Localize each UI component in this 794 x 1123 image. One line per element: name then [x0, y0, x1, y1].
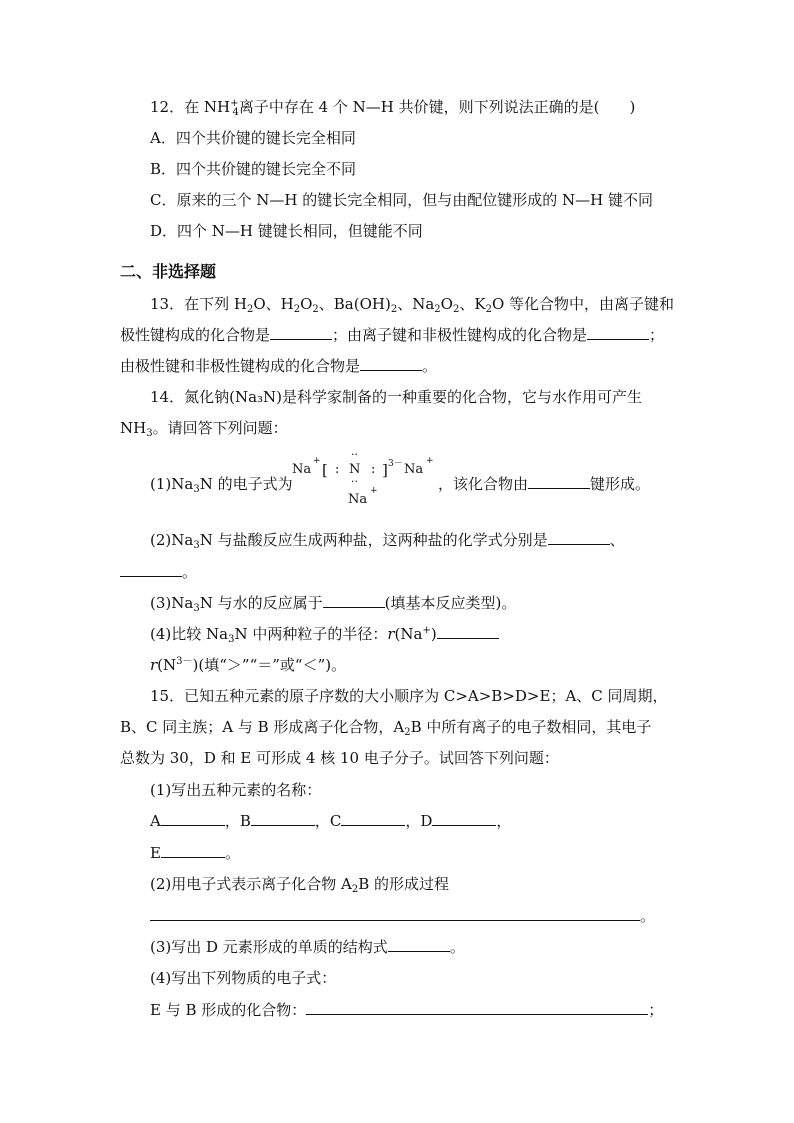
q15-part-2-answer: 。: [150, 906, 655, 926]
q15-blank-b[interactable]: [251, 811, 315, 826]
q15-part-1-names: A ，B ，C ，D ，: [150, 812, 512, 830]
dots-top: ··: [351, 448, 358, 461]
na-right-charge: +: [426, 456, 434, 466]
q13-line-2: 极性键构成的化合物是 ；由离子键和非极性键构成的化合物是 ；: [120, 326, 665, 344]
q13-line-3: 由极性键和非极性键构成的化合物是 。: [120, 357, 438, 375]
q14-part-1-a: $(1)Na_3N$ 的电子式为: [150, 475, 293, 495]
q14-blank-compare[interactable]: [437, 624, 499, 639]
q14-line-1: 14．氮化钠(Na₃N)是科学家制备的一种重要的化合物，它与水作用可产生: [150, 388, 643, 406]
q15-part-4: (4)写出下列物质的电子式：: [150, 969, 337, 987]
section-heading: 二、非选择题: [120, 262, 217, 281]
q15-line-1: 15．已知五种元素的原子序数的大小顺序为 C>A>B>D>E；A、C 同周期，: [150, 687, 668, 705]
bracket-close: ]: [382, 461, 388, 479]
na-left-charge: +: [313, 456, 321, 466]
q12-stem: 12．在 $NH^+_4$离子中存在 4 个 N—H 共价键，则下列说法正确的是( ): [150, 98, 636, 118]
q15-line-3: 总数为 30，D 和 E 可形成 4 核 10 电子分子。试回答下列问题：: [120, 749, 559, 767]
na-bottom: Na: [348, 492, 368, 507]
q15-blank-c[interactable]: [341, 811, 405, 826]
q15-part-1: (1)写出五种元素的名称：: [150, 781, 322, 799]
q14-line-2: $NH_3$。请回答下列问题：: [120, 419, 288, 439]
na-left: Na: [292, 462, 312, 477]
q14-part-2: $(2)Na_3N$ 与盐酸反应生成两种盐，这两种盐的化学式分别是 、: [150, 531, 625, 551]
colon-right: :: [371, 462, 376, 477]
anion-charge: 3－: [388, 459, 403, 469]
q13-line-1: 13．在下列 $H_2O$、$H_2O_2$、$Ba(OH)_2$、$Na_2O_2$、$K_2O$ 等化合物中，由离子键和: [150, 295, 675, 315]
na-right: Na: [404, 462, 424, 477]
q14-part-1-b: ，该化合物由 键形成。: [438, 475, 651, 493]
n-symbol: N: [349, 462, 361, 477]
colon-left: :: [335, 462, 340, 477]
q15-part-2: (2)用电子式表示离子化合物 $A_2B$ 的形成过程: [150, 875, 450, 895]
q14-part-3: $(3)Na_3N$ 与水的反应属于 (填基本反应类型)。: [150, 594, 517, 614]
na-bottom-charge: +: [370, 486, 378, 496]
q14-part-4: (4)比较 $Na_3N$ 中两种粒子的半径：r(Na+): [150, 624, 499, 644]
dots-bottom: ··: [351, 475, 358, 488]
q13-blank-2[interactable]: [587, 325, 649, 340]
q15-line-2: B、C 同主族；A 与 B 形成离子化合物，$A_2B$ 中所有离子的电子数相同，其电子: [120, 718, 652, 738]
q15-blank-structure[interactable]: [388, 937, 450, 952]
q14-blank-salt-2[interactable]: [120, 562, 182, 577]
q14-blank-bond[interactable]: [528, 474, 590, 489]
q14-part-4-cont: $r(N^{3-})$(填“＞”“＝”或“＜”)。: [150, 656, 347, 674]
q14-part-2-cont: 。: [120, 562, 197, 582]
q12-option-c: C．原来的三个 N—H 的键长完全相同，但与由配位键形成的 N—H 键不同: [150, 191, 653, 209]
q15-blank-d[interactable]: [432, 811, 496, 826]
bracket-open: [: [322, 461, 328, 479]
q15-blank-formation-process[interactable]: [150, 906, 640, 921]
q15-blank-a[interactable]: [161, 811, 225, 826]
q15-blank-e[interactable]: [161, 843, 225, 858]
na3n-electron-formula: [292, 448, 442, 512]
q14-blank-reaction-type[interactable]: [323, 593, 385, 608]
q13-blank-3[interactable]: [360, 356, 422, 371]
q15-part-4-a: E 与 B 形成的化合物： ；: [150, 1001, 664, 1019]
q15-part-3: (3)写出 D 元素形成的单质的结构式 。: [150, 938, 465, 956]
q12-option-d: D．四个 N—H 键键长相同，但键能不同: [150, 222, 423, 240]
q12-option-b: B．四个共价键的键长完全不同: [150, 160, 357, 178]
q13-blank-1[interactable]: [270, 325, 332, 340]
q15-part-1-e: E 。: [150, 844, 240, 862]
q14-blank-salt-1[interactable]: [548, 530, 610, 545]
q12-option-a: A．四个共价键的键长完全相同: [150, 129, 356, 147]
q15-blank-electron-formula[interactable]: [306, 1000, 648, 1015]
